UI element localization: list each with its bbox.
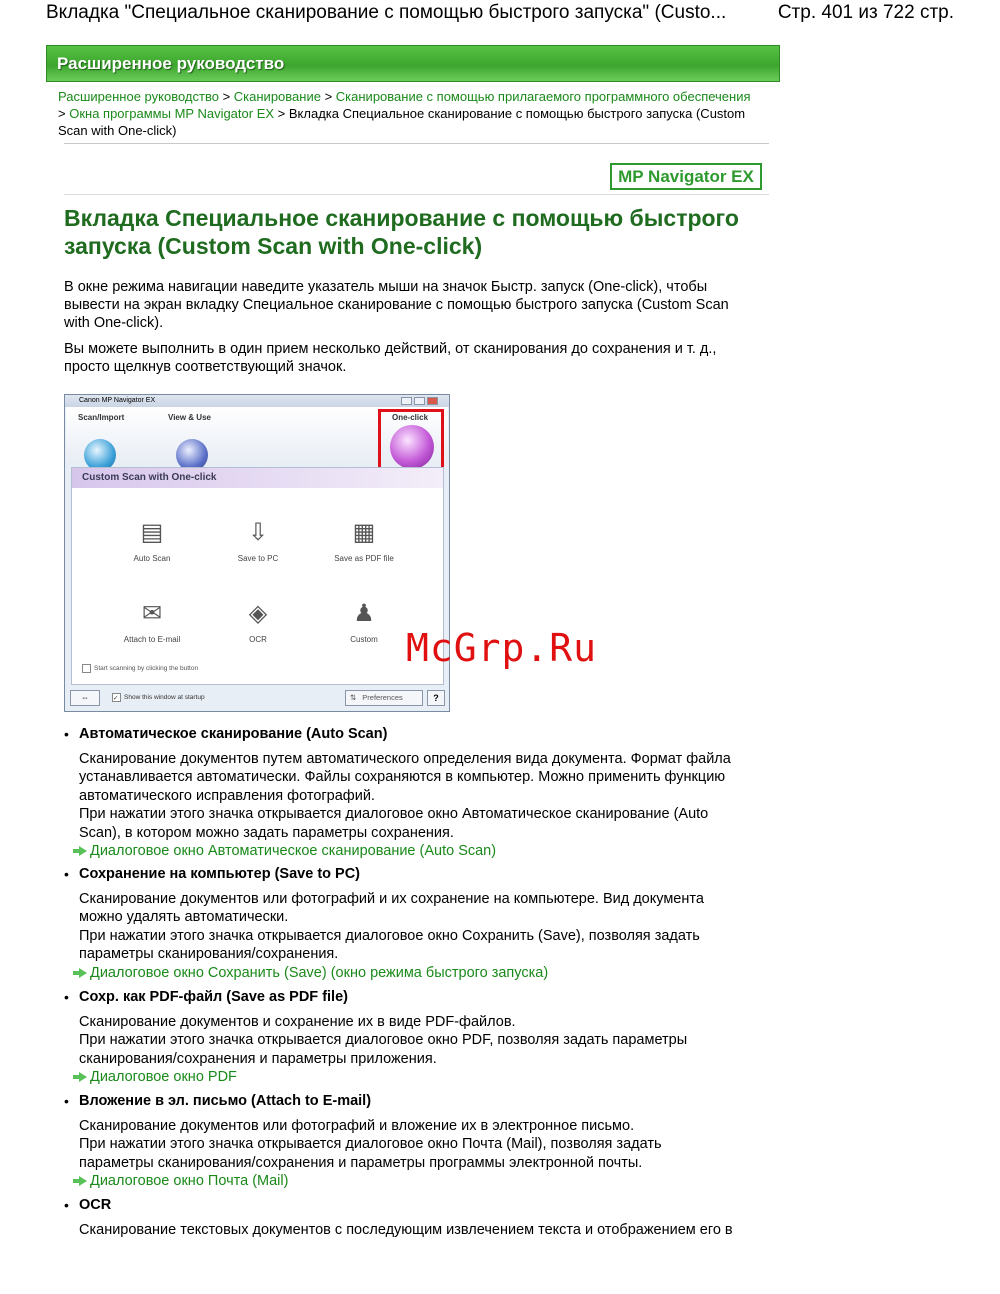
item-heading: Сохр. как PDF-файл (Save as PDF file)	[79, 989, 348, 1005]
arrow-icon	[79, 1176, 87, 1186]
save-to-pc-button[interactable]: ⇩ Save to PC	[213, 516, 303, 563]
ocr-icon: ◈	[248, 600, 268, 627]
auto-scan-button[interactable]: ▤ Auto Scan	[107, 516, 197, 563]
page-header-title: Вкладка "Специальное сканирование с помощью быстрого запуска" (Custo...	[46, 2, 727, 23]
link-pdf-dialog[interactable]: Диалоговое окно PDF	[79, 1068, 759, 1086]
breadcrumb-link-scanning[interactable]: Сканирование	[233, 89, 321, 104]
breadcrumb-current: Вкладка Специальное сканирование с помощью быстрого запуска (Custom Scan with One-click)	[58, 106, 746, 138]
breadcrumb: Расширенное руководство > Сканирование > Сканирование с помощью прилагаемого программного обеспечения > Окна программы MP Navigator EX > Вкладка Специальное сканирование с помощью быстрого запуска (Custom Scan with One-click)	[58, 89, 751, 138]
breadcrumb-link-mp-navigator-windows[interactable]: Окна программы MP Navigator EX	[69, 106, 275, 121]
start-scanning-checkbox[interactable]: Start scanning by clicking the button	[82, 664, 198, 673]
navigation-mode-button[interactable]: ⇔	[70, 690, 100, 706]
panel-title-bar	[72, 468, 443, 488]
window-title: Canon MP Navigator EX	[79, 397, 156, 404]
page-counter: Стр. 401 из 722 стр.	[777, 2, 954, 23]
intro-paragraph-2: Вы можете выполнить в один прием несколько действий, от сканирования до сохранения и т. д., просто щелкнув соответствующий значок.	[64, 341, 717, 375]
list-item-save-to-pc: • Сохранение на компьютер (Save to PC) Сканирование документов или фотографий и их сохранение на компьютере. Вид документа можно удалять автоматически. При нажатии этого значка открывается диалоговое окно Сохранить (Save), позволяя задать параметры сканирования/сохранения. Диалоговое окно Сохранить (Save) (окно режима быстрого запуска)	[64, 866, 764, 984]
item-heading: Сохранение на компьютер (Save to PC)	[79, 866, 361, 882]
item-heading: Автоматическое сканирование (Auto Scan)	[79, 726, 388, 742]
custom-scan-panel	[71, 467, 444, 685]
breadcrumb-link-bundled-software[interactable]: Сканирование с помощью прилагаемого программного обеспечения	[335, 89, 751, 104]
section-banner	[46, 45, 780, 82]
arrow-icon	[79, 1072, 87, 1082]
pdf-icon: ▦	[352, 519, 376, 546]
arrow-icon	[79, 846, 87, 856]
email-icon: ✉	[141, 600, 163, 627]
checkbox-icon[interactable]: ✓	[112, 693, 121, 702]
preferences-icon: ⇅	[350, 693, 357, 702]
custom-button[interactable]: ♟ Custom	[319, 597, 409, 644]
maximize-icon[interactable]	[414, 397, 425, 405]
list-item-ocr: • OCR Сканирование текстовых документов с последующим извлечением текста и отображением его в	[64, 1197, 764, 1247]
list-item-auto-scan: • Автоматическое сканирование (Auto Scan) Сканирование документов путем автоматического определения вида документа. Формат файла устанавливается автоматически. Файлы сохраняются в компьютер. Можно применить функцию автоматического исправления фотографий. При нажатии этого значка открывается диалоговое окно Автоматическое сканирование (Auto Scan), в котором можно задать параметры сохранения. Диалоговое окно Автоматическое сканирование (Auto Scan)	[64, 726, 764, 861]
item-description: Сканирование документов или фотографий и их сохранение на компьютере. Вид документа можно удалять автоматически. При нажатии этого значка открывается диалоговое окно Сохранить (Save), позволяя задать параметры сканирования/сохранения. Диалоговое окно Сохранить (Save) (окно режима быстрого запуска)	[79, 890, 759, 982]
banner-title: Расширенное руководство	[57, 54, 285, 73]
breadcrumb-link-advanced-guide[interactable]: Расширенное руководство	[58, 89, 219, 104]
navigator-window-screenshot	[64, 394, 450, 712]
window-footer	[66, 687, 448, 709]
link-save-dialog[interactable]: Диалоговое окно Сохранить (Save) (окно режима быстрого запуска)	[79, 964, 759, 982]
auto-scan-icon: ▤	[140, 519, 164, 546]
tab-one-click[interactable]: One-click	[392, 413, 429, 422]
tab-view-use[interactable]: View & Use	[168, 413, 211, 422]
item-description: Сканирование текстовых документов с последующим извлечением текста и отображением его в	[79, 1222, 733, 1238]
item-description: Сканирование документов и сохранение их в виде PDF-файлов. При нажатии этого значка открывается диалоговое окно PDF, позволяя задать параметры сканирования/сохранения и параметры приложения. Диалоговое окно PDF	[79, 1013, 759, 1087]
preferences-button[interactable]: ⇅ Preferences	[345, 690, 423, 706]
list-item-save-as-pdf: • Сохр. как PDF-файл (Save as PDF file) Сканирование документов и сохранение их в виде PDF-файлов. При нажатии этого значка открывается диалоговое окно PDF, позволяя задать параметры сканирования/сохранения и параметры приложения. Диалоговое окно PDF	[64, 989, 764, 1089]
item-description: Сканирование документов путем автоматического определения вида документа. Формат файла устанавливается автоматически. Файлы сохраняются в компьютер. Можно применить функцию автоматического исправления фотографий. При нажатии этого значка открывается диалоговое окно Автоматическое сканирование (Auto Scan), в котором можно задать параметры сохранения. Диалоговое окно Автоматическое сканирование (Auto Scan)	[79, 750, 759, 860]
panel-title: Custom Scan with One-click	[82, 472, 217, 483]
close-icon[interactable]	[427, 397, 438, 405]
attach-email-button[interactable]: ✉ Attach to E-mail	[107, 597, 197, 644]
ocr-button[interactable]: ◈ OCR	[213, 597, 303, 644]
tab-scan-import[interactable]: Scan/Import	[78, 413, 125, 422]
help-button[interactable]: ?	[427, 690, 445, 706]
window-titlebar	[65, 395, 449, 407]
checkbox-icon[interactable]	[82, 664, 91, 673]
list-item-attach-email: • Вложение в эл. письмо (Attach to E-mail) Сканирование документов или фотографий и вложение их в электронное письмо. При нажатии этого значка открывается диалоговое окно Почта (Mail), позволяя задать параметры сканирования/сохранения и параметры программы электронной почты. Диалоговое окно Почта (Mail)	[64, 1093, 764, 1193]
minimize-icon[interactable]	[401, 397, 412, 405]
divider	[64, 194, 769, 195]
item-heading: OCR	[79, 1197, 112, 1213]
link-mail-dialog[interactable]: Диалоговое окно Почта (Mail)	[79, 1172, 759, 1190]
show-window-checkbox[interactable]: ✓ Show this window at startup	[113, 694, 205, 702]
arrow-icon	[79, 968, 87, 978]
page-title: Вкладка Специальное сканирование с помощью быстрого запуска (Custom Scan with One-click)	[64, 205, 739, 259]
mp-navigator-badge: MP Navigator EX	[610, 163, 762, 190]
save-to-pc-icon: ⇩	[247, 519, 269, 546]
watermark-logo: McGrp.Ru	[406, 626, 598, 670]
divider	[64, 143, 769, 144]
save-as-pdf-button[interactable]: ▦ Save as PDF file	[319, 516, 409, 563]
intro-paragraph-1: В окне режима навигации наведите указатель мыши на значок Быстр. запуск (One-click), чтобы вывести на экран вкладку Специальное сканирование с помощью быстрого запуска (Custom Scan with One-click).	[64, 279, 729, 331]
person-icon: ♟	[353, 600, 375, 627]
link-auto-scan-dialog[interactable]: Диалоговое окно Автоматическое сканирование (Auto Scan)	[79, 842, 759, 860]
item-description: Сканирование документов или фотографий и вложение их в электронное письмо. При нажатии этого значка открывается диалоговое окно Почта (Mail), позволяя задать параметры сканирования/сохранения и параметры программы электронной почты. Диалоговое окно Почта (Mail)	[79, 1117, 759, 1191]
item-heading: Вложение в эл. письмо (Attach to E-mail)	[79, 1093, 372, 1109]
